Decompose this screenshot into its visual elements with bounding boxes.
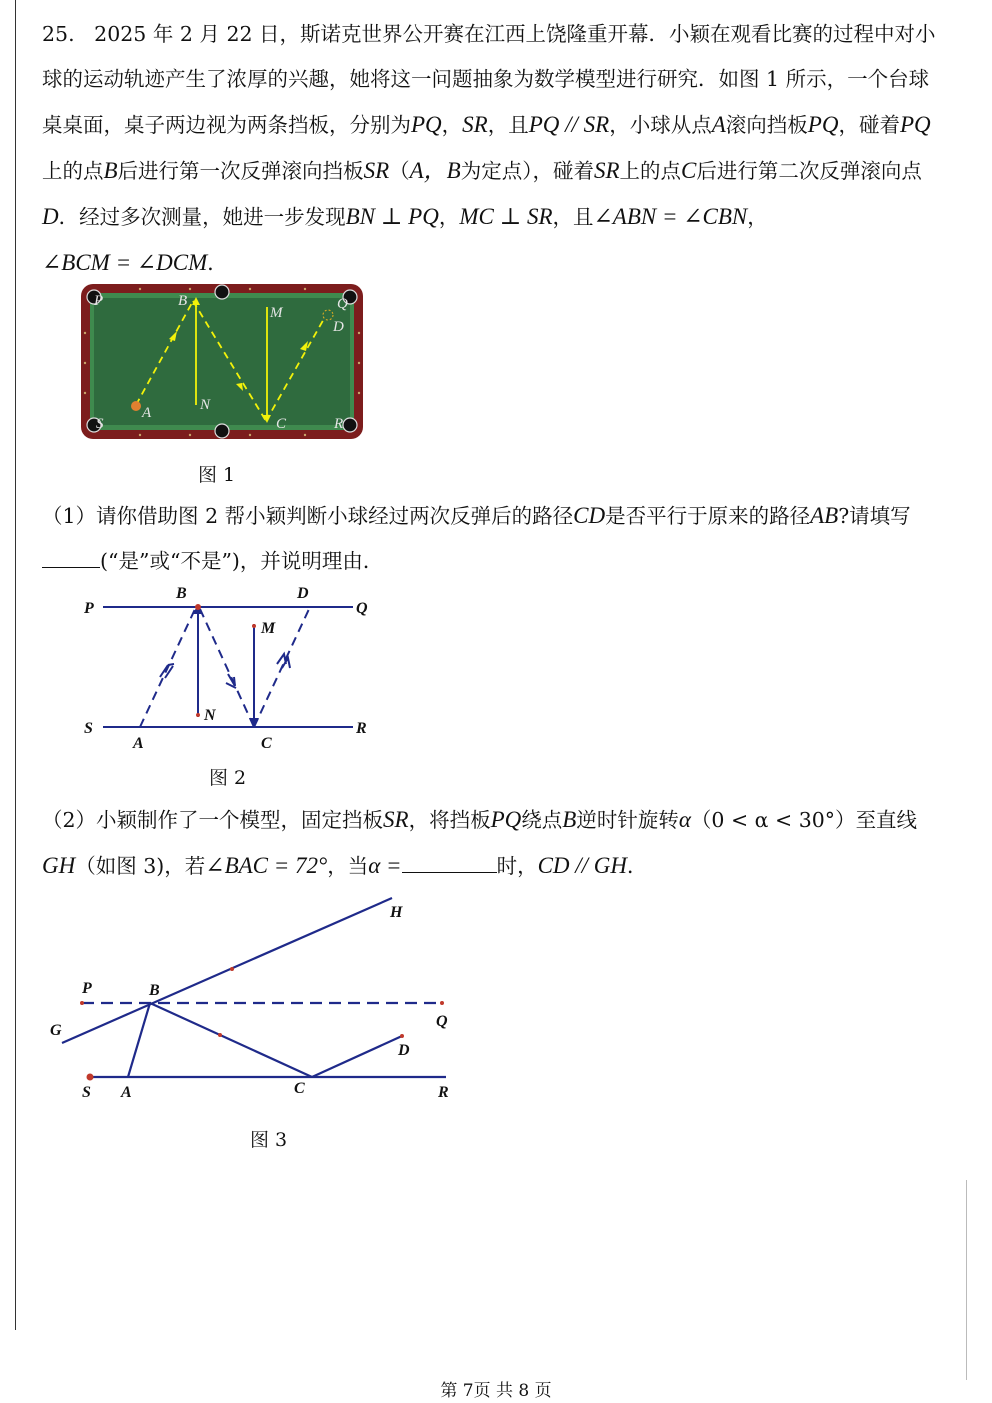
fig2-label-a: A [133,735,144,752]
part2-text-d: 逆时针旋转 [576,808,679,832]
part1-label: （1） [42,504,97,528]
text-measure: ．经过多次测量，她进一步发现 [58,205,346,229]
math-sr: SR [383,807,409,832]
fig1-label-q: Q [337,296,348,312]
part2-text-a: 小颖制作了一个模型，固定挡板 [96,808,384,832]
math-angle-abn: ∠ABN = ∠CBN [593,204,748,229]
math-ab-fixed: A，B [409,158,461,183]
math-c: C [681,158,697,183]
fig2-label-q: Q [356,600,368,617]
text-ball-from: ，小球从点 [609,113,712,137]
part2-text-b: ，将挡板 [408,808,491,832]
fig1-label-a: A [142,405,152,421]
part1-text-a: 请你借助图 2 帮小颖判断小球经过两次反弹后的路径 [96,504,574,528]
text-point-on: 上的点 [619,159,682,183]
fig3-label-s: S [82,1084,91,1101]
part2-label: （2） [42,808,97,832]
fig1-label-p: P [94,293,104,309]
text-second-bounce: 后进行第二次反弹滚向点 [696,159,922,183]
right-margin-rule [966,1180,967,1380]
comma: ， [747,205,768,229]
math-ab: AB [810,503,839,528]
figure3-caption: 图 3 [250,1129,288,1151]
math-mc-perp: MC ⊥ SR [459,204,553,229]
math-alpha-eq: α = [368,853,402,878]
fig1-label-c: C [276,416,287,432]
figure2-diagram [78,582,378,758]
question-number: 25. [42,22,75,46]
part1-text-b: 是否平行于原来的路径 [605,504,811,528]
part2-range: （0 < α < 30°） [690,808,856,832]
path-ab [140,607,196,727]
math-a: A [711,112,726,137]
math-pq: PQ [490,807,522,832]
math-sr: SR [593,158,620,183]
math-b: B [103,158,118,183]
fig3-label-h: H [390,904,403,921]
text-fixed: 为定点），碰着 [460,159,594,183]
segment-ab [128,1003,150,1077]
comma: ， [438,205,460,229]
figure2-caption: 图 2 [209,767,247,789]
math-pq: PQ [899,112,931,137]
part2-text-c: 绕点 [521,808,563,832]
math-sr: SR [462,112,488,137]
math-bn-perp: BN ⊥ PQ [345,204,439,229]
math-cd-parallel-gh: CD // GH [537,853,628,878]
line-gh [62,898,392,1043]
part1-text-d: (“是”或“不是”)，并说明理由． [100,549,384,573]
figure1-pool-table [80,283,364,441]
fig3-label-a: A [121,1084,132,1101]
fig2-label-r: R [356,720,367,737]
part2-text-h: 时， [496,854,538,878]
math-sr: SR [363,158,390,183]
fig1-label-n: N [200,397,211,413]
part1-answer-blank[interactable] [42,567,100,568]
text-roll-to: 滚向挡板 [725,113,808,137]
math-d: D [42,204,59,229]
text-first-bounce: 后进行第一次反弹滚向挡板 [117,159,364,183]
math-cd: CD [573,503,606,528]
fig2-label-b: B [176,585,187,602]
text-point-on: 上的点 [42,159,104,183]
fig3-label-p: P [82,980,92,997]
fig1-label-d: D [333,319,344,335]
fig3-label-g: G [50,1022,62,1039]
fig2-label-p: P [84,600,94,617]
fig3-points [80,967,444,1081]
segment-bc [150,1003,312,1077]
text-and: ，且 [487,113,529,137]
fig2-label-c: C [261,735,272,752]
fig3-label-b: B [149,982,160,999]
fig1-label-b: B [178,293,188,309]
fig3-label-r: R [438,1084,449,1101]
question-intro [42,12,947,286]
left-margin-rule [15,0,16,1330]
fig2-label-m: M [261,620,276,637]
cue-ball [131,401,141,411]
fig3-label-d: D [398,1042,410,1059]
comma: ， [441,113,463,137]
math-gh: GH [42,853,76,878]
part2-text-i: ． [627,854,648,878]
fig3-label-c: C [294,1080,305,1097]
text-and: ，且 [552,205,594,229]
math-alpha: α [678,807,691,832]
math-angle-bac: ∠BAC = 72° [205,853,328,878]
fig2-label-d: D [297,585,309,602]
fig2-points [195,604,256,717]
fig1-label-r: R [334,416,344,432]
fig2-label-s: S [84,720,93,737]
arrow-ab [160,663,176,678]
math-pq: PQ [411,112,442,137]
segment-cd [312,1036,402,1077]
text-hit: ，碰着 [838,113,900,137]
part2-text-f: （如图 3)，若 [75,854,206,878]
part1-question [42,493,947,584]
period: ． [207,251,228,275]
part2-question [42,797,947,889]
math-angle-bcm: ∠BCM = ∠DCM [42,250,208,275]
figure3-diagram [40,890,460,1110]
intro-text: 2025 年 2 月 22 日，斯诺克世界公开赛在江西上饶隆重开幕．小颖在观看比赛的过程中对小球的运动轨迹产生了浓厚的兴趣，她将这一问题抽象为数学模型进行研究．如图 1 所示，一个台球桌桌面，桌子两边视为两条挡板，分别为 [42,22,936,137]
part2-text-g: ，当 [327,854,369,878]
figure1-caption: 图 1 [198,464,236,486]
part1-text-c: ?请填写 [838,504,911,528]
part2-text-e: 至直线 [855,808,918,832]
math-pq: PQ [807,112,839,137]
fig1-label-s: S [96,416,104,432]
math-b: B [562,807,577,832]
paren: （ [389,159,410,183]
math-parallel: PQ // SR [528,112,610,137]
part2-answer-blank[interactable] [402,872,497,873]
fig1-label-m: M [270,305,283,321]
page-footer: 第 7页 共 8 页 [440,1381,552,1401]
fig2-label-n: N [204,707,216,724]
fig3-label-q: Q [436,1013,448,1030]
